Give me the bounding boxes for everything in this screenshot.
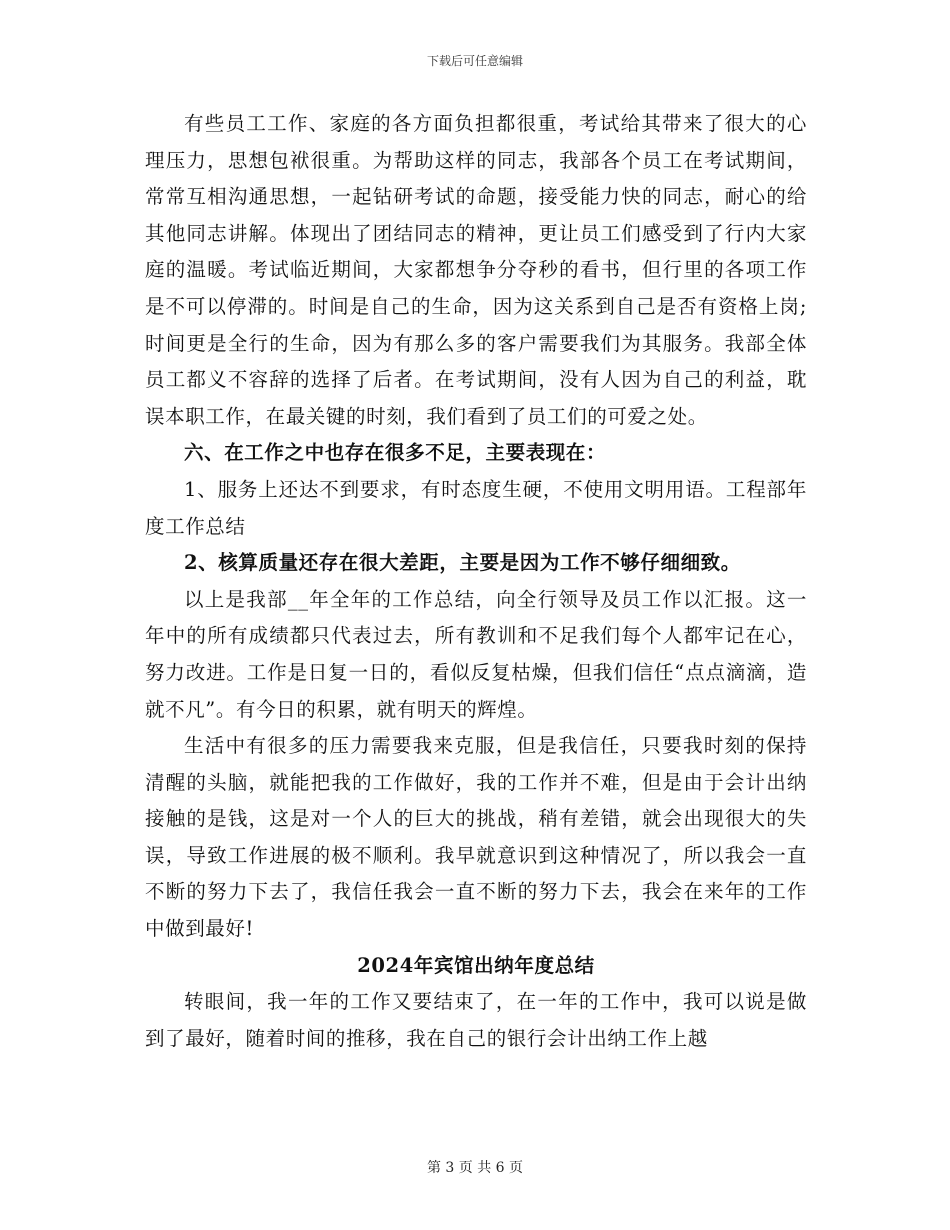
paragraph-service-issue: 1、服务上还达不到要求，有时态度生硬，不使用文明用语。工程部年度工作总结 — [145, 477, 807, 538]
document-body — [145, 106, 807, 1057]
paragraph-year-end: 转眼间，我一年的工作又要结束了，在一年的工作中，我可以说是做到了最好，随着时间的推移，我在自己的银行会计出纳工作上越 — [145, 990, 807, 1050]
document-title: 2024年宾馆出纳年度总结 — [357, 953, 595, 977]
page-header: 下载后可任意编辑 — [426, 54, 523, 68]
paragraph-summary: 以上是我部__年全年的工作总结，向全行领导及员工作以汇报。这一年中的所有成绩都只代表过去，所有教训和不足我们每个人都牢记在心，努力改进。工作是日复一日的，看似反复枯燥，但我们信任“点点滴滴，造就不凡”。有今日的积累，就有明天的辉煌。 — [145, 587, 807, 721]
paragraph-life-pressure: 生活中有很多的压力需要我来克服，但是我信任，只要我时刻的保持清醒的头脑，就能把我的工作做好，我的工作并不难，但是由于会计出纳接触的是钱，这是对一个人的巨大的挑战，稍有差错，就会出现很大的失误，导致工作进展的极不顺利。我早就意识到这种情况了，所以我会一直不断的努力下去了，我信任我会一直不断的努力下去，我会在来年的工作中做到最好! — [145, 734, 807, 941]
heading-accounting-quality: 2、核算质量还存在很大差距，主要是因为工作不够仔细细致。 — [184, 551, 741, 575]
paragraph-exam-support: 有些员工工作、家庭的各方面负担都很重，考试给其带来了很大的心理压力，思想包袱很重。为帮助这样的同志，我部各个员工在考试期间，常常互相沟通思想，一起钻研考试的命题，接受能力快的同志，耐心的给其他同志讲解。体现出了团结同志的精神，更让员工们感受到了行内大家庭的温暖。考试临近期间，大家都想争分夺秒的看书，但行里的各项工作是不可以停滞的。时间是自己的生命，因为这关系到自己是否有资格上岗;时间更是全行的生命，因为有那么多的客户需要我们为其服务。我部全体员工都义不容辞的选择了后者。在考试期间，没有人因为自己的利益，耽误本职工作，在最关键的时刻，我们看到了员工们的可爱之处。 — [145, 112, 807, 428]
page-number: 第 3 页 共 6 页 — [426, 1160, 524, 1176]
section-heading-shortcomings: 六、在工作之中也存在很多不足，主要表现在： — [184, 441, 607, 465]
